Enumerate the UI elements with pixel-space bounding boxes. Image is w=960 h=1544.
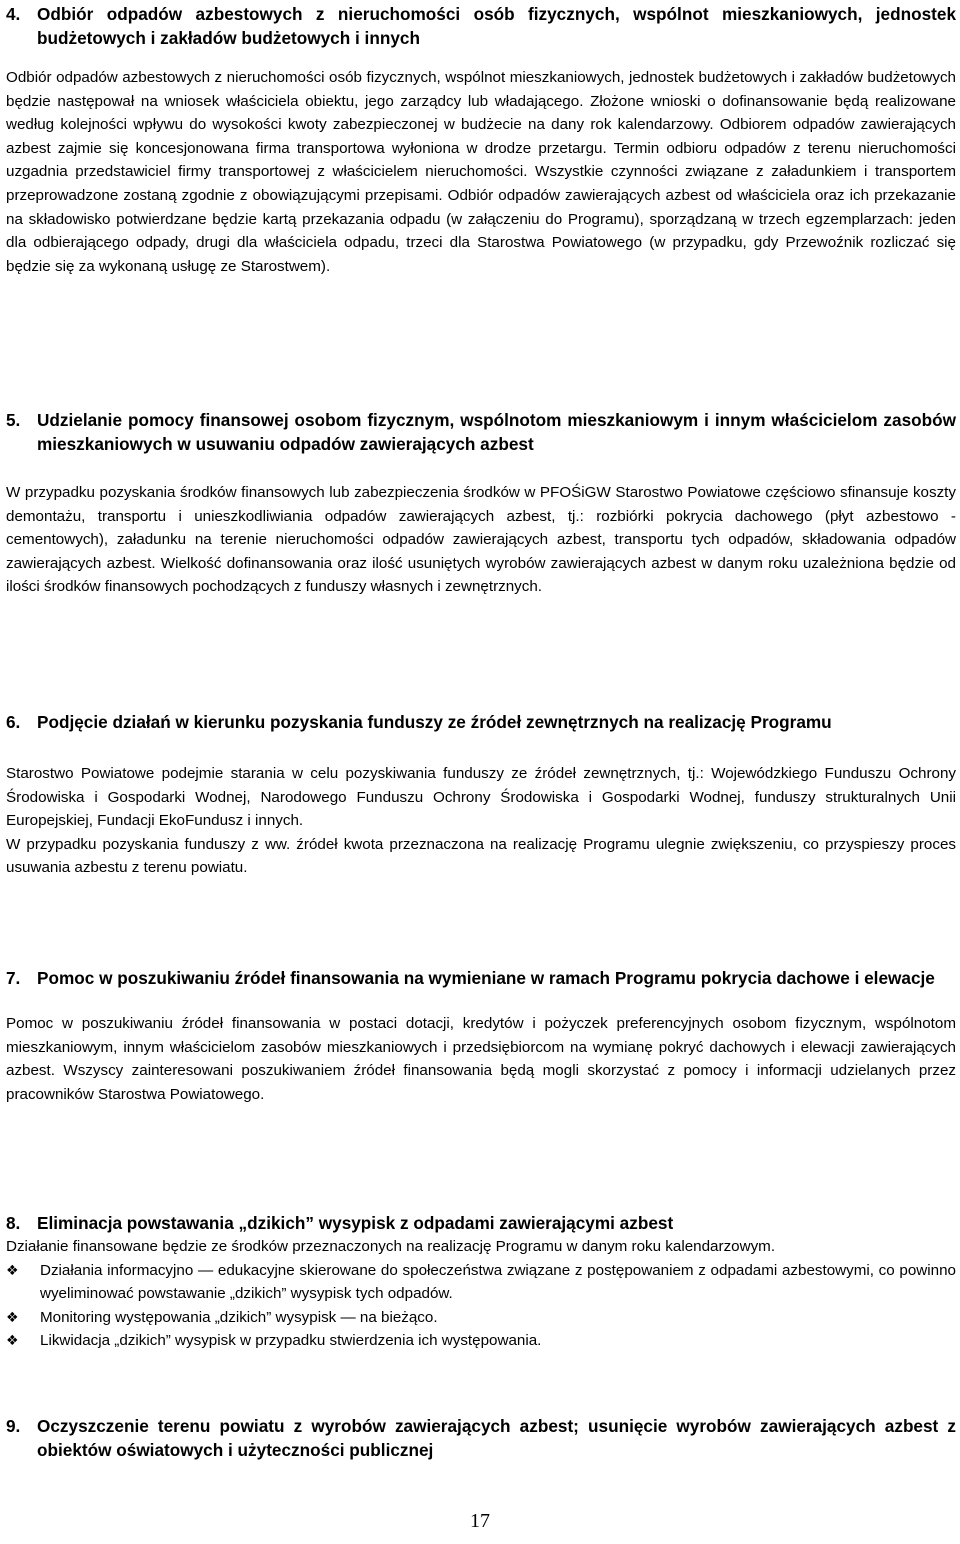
- section-4: [6, 2, 956, 278]
- body-paragraph: W przypadku pozyskania funduszy z ww. źródeł kwota przeznaczona na realizację Programu ulegnie zwiększeniu, co przyspieszy proces usuwania azbestu z terenu powiatu.: [6, 835, 956, 877]
- section-title: Eliminacja powstawania „dzikich” wysypisk z odpadami zawierającymi azbest: [37, 1213, 674, 1233]
- list-item: [6, 1329, 956, 1353]
- list-item: [6, 1259, 956, 1306]
- section-title: Oczyszczenie terenu powiatu z wyrobów zawierających azbest; usunięcie wyrobów zawierających azbest z obiektów oświatowych i użyteczności publicznej: [37, 1416, 956, 1460]
- section-heading: [6, 2, 956, 50]
- list-item: [6, 1306, 956, 1330]
- section-6: [6, 710, 956, 880]
- bullet-list: [6, 1259, 956, 1353]
- section-number: 6.: [6, 712, 21, 732]
- body-paragraph: W przypadku pozyskania środków finansowych lub zabezpieczenia środków w PFOŚiGW Starostwo Powiatowe częściowo sfinansuje koszty demontażu, transportu i unieszkodliwiania odpadów zawierających azbest, tj.: rozbiórki pokrycia dachowego (płyt azbestowo - cementowych), załadunku na terenie nieruchomości odpadów zawierających azbest, transportu tych odpadów, składowania odpadów zawierających azbest. Wielkość dofinansowania oraz ilość usuniętych wyrobów zawierających azbest w danym roku uzależniona będzie od ilości środków finansowych pochodzących z funduszy własnych i zewnętrznych.: [6, 484, 956, 596]
- section-title: Udzielanie pomocy finansowej osobom fizycznym, wspólnotom mieszkaniowym i innym właścicielom zasobów mieszkaniowych w usuwaniu odpadów zawierających azbest: [37, 410, 956, 454]
- section-title: Odbiór odpadów azbestowych z nieruchomości osób fizycznych, wspólnot mieszkaniowych, jednostek budżetowych i zakładów budżetowych i innych: [37, 4, 956, 48]
- section-heading: [6, 1211, 956, 1235]
- section-heading: [6, 1414, 956, 1462]
- document-page: [6, 0, 956, 1544]
- body-paragraph: Działanie finansowane będzie ze środków przeznaczonych na realizację Programu w danym roku kalendarzowym.: [6, 1238, 776, 1255]
- section-number: 9.: [6, 1416, 21, 1436]
- body-paragraph: Pomoc w poszukiwaniu źródeł finansowania w postaci dotacji, kredytów i pożyczek preferencyjnych osobom fizycznym, wspólnotom mieszkaniowym, innym właścicielom zasobów mieszkaniowych i przedsiębiorcom na wymianę pokryć dachowych i elewacji zawierających azbest. Wszyscy zainteresowani poszukiwaniem źródeł finansowania będą mogli skorzystać z pomocy i informacji udzielanych przez pracowników Starostwa Powiatowego.: [6, 1015, 956, 1103]
- section-5: [6, 408, 956, 599]
- section-number: 4.: [6, 4, 21, 24]
- section-number: 5.: [6, 410, 21, 430]
- section-title: Pomoc w poszukiwaniu źródeł finansowania na wymieniane w ramach Programu pokrycia dachowe i elewacje: [37, 968, 935, 988]
- section-9: [6, 1414, 956, 1462]
- section-heading: [6, 408, 956, 456]
- square-bullet-icon: ❖: [6, 1308, 19, 1325]
- section-title: Podjęcie działań w kierunku pozyskania funduszy ze źródeł zewnętrznych na realizację Programu: [37, 712, 832, 732]
- page-number: 17: [470, 1510, 490, 1532]
- section-number: 7.: [6, 968, 21, 988]
- section-number: 8.: [6, 1213, 21, 1233]
- section-7: [6, 966, 956, 1106]
- square-bullet-icon: ❖: [6, 1261, 19, 1278]
- section-heading: [6, 966, 956, 990]
- list-item-text: Działania informacyjno — edukacyjne skierowane do społeczeństwa związane z postępowaniem z odpadami azbestowymi, co powinno wyeliminować powstawanie „dzikich” wysypisk tych odpadów.: [40, 1261, 956, 1303]
- body-paragraph: Odbiór odpadów azbestowych z nieruchomości osób fizycznych, wspólnot mieszkaniowych, jednostek budżetowych i zakładów budżetowych będzie następował na wniosek właściciela obiektu, jego zarządcy lub władającego. Złożone wnioski o dofinansowanie będą realizowane według kolejności wpływu do wysokości kwoty zabezpieczonej w budżecie na dany rok kalendarzowy. Odbiorem odpadów zawierających azbest zajmie się koncesjonowana firma transportowa wyłoniona w drodze przetargu. Termin odbioru odpadów z terenu nieruchomości uzgadnia przedstawiciel firmy transportowej z właścicielem nieruchomości. Wszystkie czynności związane z załadunkiem i transportem przeprowadzone zostaną zgodnie z obowiązującymi przepisami. Odbiór odpadów zawierających azbest od właściciela oraz ich przekazanie na składowisko potwierdzane będzie kartą przekazania odpadu (w załączeniu do Programu), sporządzaną w trzech egzemplarzach: jeden dla odbierającego odpady, drugi dla właściciela odpadu, trzeci dla Starostwa Powiatowego (w przypadku, gdy Przewoźnik rozliczać się będzie się za wykonaną usługę ze Starostwem).: [6, 69, 956, 275]
- section-8: [6, 1211, 956, 1353]
- section-heading: [6, 710, 956, 734]
- body-paragraph: Starostwo Powiatowe podejmie starania w celu pozyskiwania funduszy ze źródeł zewnętrznych, tj.: Wojewódzkiego Funduszu Ochrony Środowiska i Gospodarki Wodnej, Narodowego Funduszu Ochrony Środowiska i Gospodarki Wodnej, funduszy strukturalnych Unii Europejskiej, Fundacji EkoFundusz i innych.: [6, 765, 956, 830]
- list-item-text: Monitoring występowania „dzikich” wysypisk — na bieżąco.: [40, 1308, 438, 1326]
- list-item-text: Likwidacja „dzikich” wysypisk w przypadku stwierdzenia ich występowania.: [40, 1332, 542, 1350]
- square-bullet-icon: ❖: [6, 1332, 19, 1349]
